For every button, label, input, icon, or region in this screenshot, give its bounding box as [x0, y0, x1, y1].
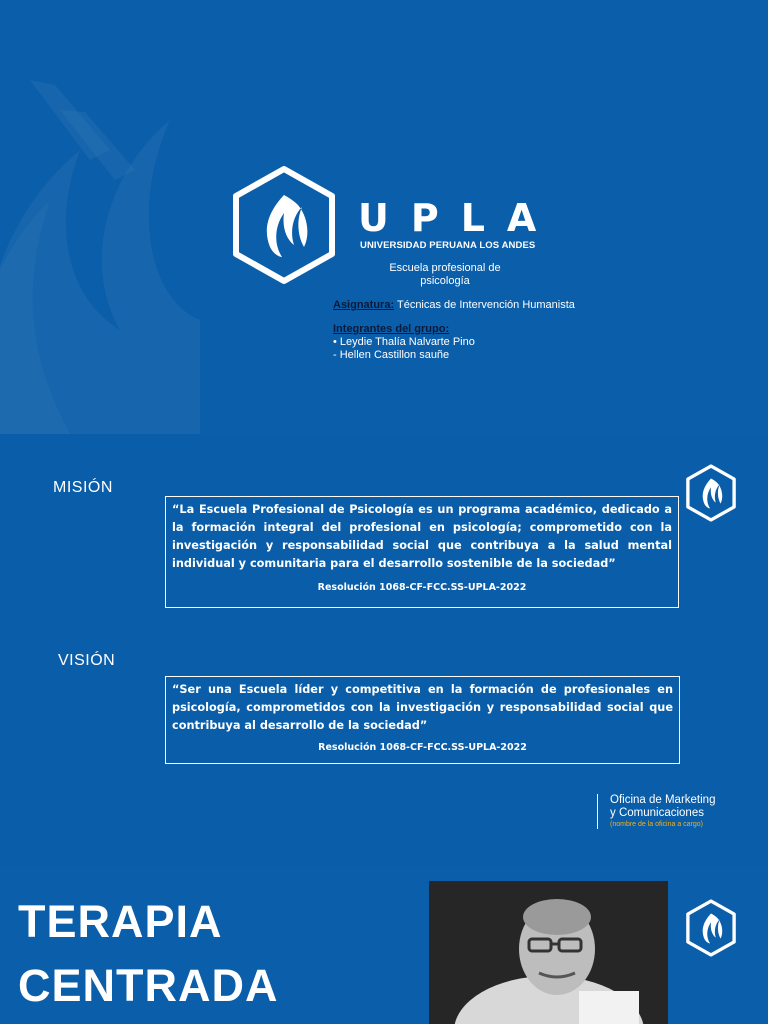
vision-resolution: Resolución 1068-CF-FCC.SS-UPLA-2022 [318, 742, 527, 753]
upla-flame-logo-icon [230, 165, 338, 285]
course-line [333, 299, 575, 311]
hexagon-logo-icon [685, 462, 737, 524]
mision-text: “La Escuela Profesional de Psicología es un programa académico, dedicado a la formación integral del profesional en psicología; comprometido con la investigación y responsabilidad social que contribuya a la salud mental individual y comunitaria para el desarrollo sostenible de la sociedad” [172, 503, 672, 570]
portrait-image [429, 881, 668, 1024]
office-signature [597, 794, 715, 829]
school-name: Escuela profesional de psicología [389, 262, 501, 287]
mision-box [165, 496, 679, 608]
cover-slide [0, 0, 768, 434]
title-line1: TERAPIA [18, 896, 223, 947]
vision-text: “Ser una Escuela líder y competitiva en la formación de profesionales en psicología, comprometidos con la investigación y responsabilidad social que contribuya al desarrollo de la sociedad” [172, 683, 673, 732]
office-line1: Oficina de Marketing [610, 794, 716, 806]
decorative-flame-icon [0, 0, 220, 434]
office-line2: y Comunicaciones [610, 807, 704, 819]
vision-title: VISIÓN [58, 652, 116, 669]
members-label: Integrantes del grupo: [333, 323, 450, 335]
member-item: - Hellen Castillon sauñe [333, 349, 450, 361]
title-line2: CENTRADA [18, 960, 279, 1011]
member-item: • Leydie Thalía Nalvarte Pino [333, 336, 475, 348]
office-note: (nombre de la oficina a cargo) [610, 821, 703, 828]
hexagon-logo-icon [685, 897, 737, 959]
slide-title [18, 890, 279, 1018]
mision-resolution: Resolución 1068-CF-FCC.SS-UPLA-2022 [317, 582, 527, 593]
vision-box [165, 676, 680, 764]
university-name: UNIVERSIDAD PERUANA LOS ANDES [360, 240, 536, 251]
upla-wordmark: UPLA [358, 196, 559, 240]
members-block [333, 323, 475, 362]
course-value: Técnicas de Intervención Humanista [394, 299, 575, 311]
mision-title: MISIÓN [53, 479, 113, 496]
portrait-photo [429, 881, 668, 1024]
course-label: Asignatura: [333, 299, 395, 311]
